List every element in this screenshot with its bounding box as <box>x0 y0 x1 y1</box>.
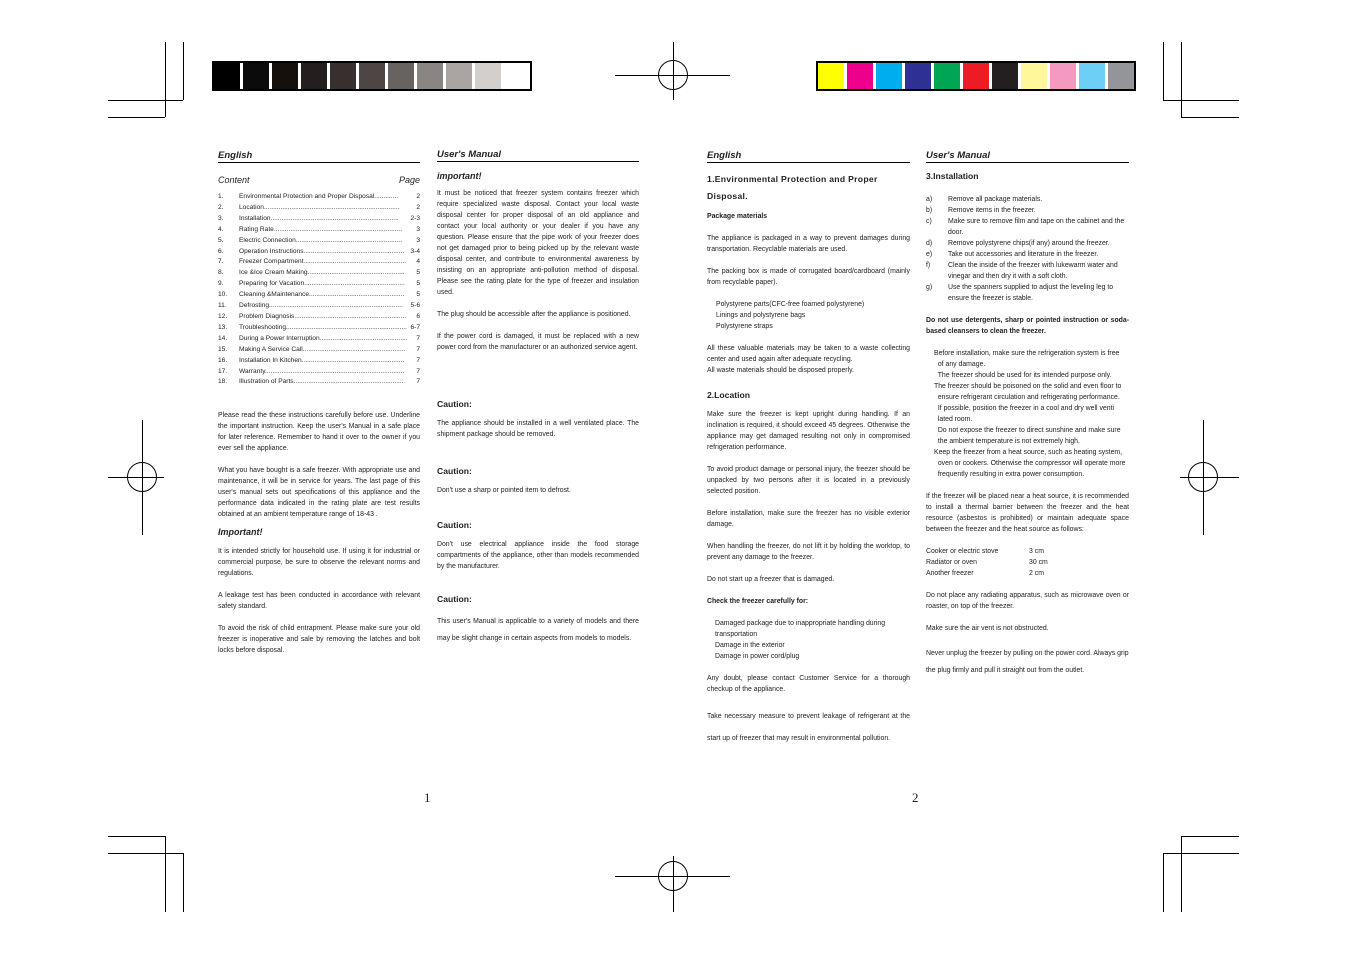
toc-number: 15. <box>218 345 228 353</box>
distance-row <box>926 568 1129 579</box>
toc-title: Defrosting......................................................................... <box>239 302 403 310</box>
page-number: 1 <box>424 790 431 805</box>
note-line: frequently resulting in extra power consumption. <box>934 471 1085 478</box>
toc-title: Rating Rate...................................................................... <box>239 225 403 233</box>
step-text: Use the spanners supplied to adjust the leveling leg to ensure the freezer is stable. <box>948 284 1114 302</box>
toc-entry <box>218 247 420 258</box>
caution-heading: Caution: <box>437 466 472 476</box>
caution-heading: Caution: <box>437 520 472 530</box>
crop-mark <box>108 853 183 854</box>
list-item: Polystyrene parts(CFC-free foamed polystyrene) <box>716 301 865 308</box>
toc-number: 10. <box>218 291 228 299</box>
distance-value: 3 cm <box>1029 548 1044 555</box>
location-paragraph: Take necessary measure to prevent leakage of refrigerant at the start up of freezer that may result in environmental pollution. <box>707 713 910 742</box>
toc-title: During a Power Interruption................................................ <box>239 334 408 342</box>
crop-mark <box>1181 42 1182 117</box>
list-item: Damage in the exterior <box>715 642 785 649</box>
step-item <box>926 260 1129 282</box>
toc-entry <box>218 323 420 334</box>
color-swatch <box>992 63 1021 89</box>
note-line: lated room. <box>934 416 973 423</box>
step-letter: d) <box>926 240 933 247</box>
toc-title: Location.......................................................................... <box>239 203 400 211</box>
package-paragraph: All these valuable materials may be taken to a waste collecting center and used again after adequate recycling. <box>707 345 910 363</box>
crop-mark <box>108 117 165 118</box>
color-swatch-bar <box>816 61 1136 91</box>
toc-page: 5 <box>416 280 420 288</box>
subsection-heading: Package materials <box>707 213 768 220</box>
toc-number: 7. <box>218 258 224 266</box>
section-heading: 2.Location <box>707 390 750 400</box>
package-list <box>707 299 910 332</box>
toc-page: 5 <box>416 291 420 299</box>
location-paragraph: Make sure the freezer is kept upright during handling. If an inclination is required, it should exceed 45 degrees. Otherwise the appliance may get damaged resulting not only in compromised refrigeration performance. <box>707 411 910 451</box>
color-swatch <box>417 63 446 89</box>
toc-page: 3 <box>416 236 420 244</box>
subsection-heading: Check the freezer carefully for: <box>707 598 809 605</box>
toc-entry <box>218 356 420 367</box>
step-text: Take out accessories and literature in the freezer. <box>948 251 1099 258</box>
toc-entry <box>218 334 420 345</box>
section-heading: 3.Installation <box>926 171 979 181</box>
toc-title: Installation In Kitchen........................................................ <box>239 356 405 364</box>
location-paragraph: To avoid product damage or personal injury, the freezer should be unpacked by two persons after it is located in a previously selected position. <box>707 466 910 495</box>
toc-entry <box>218 367 420 378</box>
important-paragraph: A leakage test has been conducted in accordance with relevant safety standard. <box>218 592 420 611</box>
note-line: The freezer should be used for its intended purpose only. <box>934 372 1112 379</box>
toc-entry <box>218 257 420 268</box>
step-text: Remove items in the freezer. <box>948 207 1036 214</box>
page-header: User's Manual <box>437 149 639 162</box>
toc-title: Operation Instructions....................................................... <box>239 247 405 255</box>
toc-number: 8. <box>218 269 224 277</box>
toc-number: 12. <box>218 312 228 320</box>
intro-paragraph: What you have bought is a safe freezer. With appropriate use and maintenance, it will be in service for years. The last page of this user's manual sets out specifications of this appliance and the performance data indicated in the rating plate are test results obtained at an ambient temperature range of 18-43 . <box>218 467 420 519</box>
toc-number: 1. <box>218 193 224 200</box>
step-item <box>926 249 1129 260</box>
heat-paragraph: Do not place any radiating apparatus, such as microwave oven or roaster, on top of the freezer. <box>926 592 1129 610</box>
toc-number: 5. <box>218 236 224 244</box>
color-swatch <box>905 63 934 89</box>
note-line: If possible, position the freezer in a cool and dry well venti <box>934 405 1115 412</box>
table-of-contents <box>218 192 420 388</box>
toc-title: Warranty............................................................................ <box>239 367 405 375</box>
step-item <box>926 216 1129 238</box>
color-swatch <box>214 63 243 89</box>
crop-mark <box>1163 853 1164 912</box>
step-letter: g) <box>926 284 933 291</box>
step-item <box>926 205 1129 216</box>
distance-row <box>926 557 1129 568</box>
toc-heading: Content Page <box>218 175 420 185</box>
note-line: ensure refrigerant circulation and refrigerating performance. <box>934 394 1120 401</box>
step-letter: a) <box>926 196 933 203</box>
location-paragraph: Before installation, make sure the freezer has no visible exterior damage. <box>707 510 910 528</box>
caution-heading: Caution: <box>437 594 472 604</box>
toc-number: 3. <box>218 214 224 222</box>
page1-right-column <box>437 149 639 647</box>
toc-page: 7 <box>416 378 420 386</box>
toc-page: 7 <box>416 356 420 364</box>
toc-entry <box>218 225 420 236</box>
toc-page: 7 <box>416 334 420 342</box>
toc-title: Illustration of Parts............................................................ <box>239 378 404 386</box>
step-item <box>926 238 1129 249</box>
toc-title: Troubleshooting.................................................................. <box>239 323 407 331</box>
color-swatch <box>272 63 301 89</box>
note-line: The freezer should be poisoned on the solid and even floor to <box>934 383 1122 390</box>
toc-entry <box>218 236 420 247</box>
color-swatch <box>876 63 905 89</box>
toc-entry <box>218 192 420 203</box>
toc-title: Freezer Compartment........................................................ <box>239 258 407 266</box>
important-paragraph: It is intended strictly for household use. If using it for industrial or commercial purpose, be sure to observe the relevant norms and regulations. <box>218 548 420 578</box>
page2-left-column <box>707 150 910 750</box>
toc-entry <box>218 301 420 312</box>
toc-title: Environmental Protection and Proper Disposal............. <box>239 193 399 200</box>
crop-mark <box>108 100 183 101</box>
toc-number: 6. <box>218 247 224 255</box>
color-swatch <box>388 63 417 89</box>
package-paragraph: The appliance is packaged in a way to prevent damages during transportation. Recyclable materials are used. <box>707 235 910 253</box>
toc-number: 16. <box>218 356 228 364</box>
toc-title: Making A Service Call........................................................ <box>239 345 406 353</box>
distance-label: Cooker or electric stove <box>926 548 999 555</box>
note-line: Before installation, make sure the refrigeration system is free <box>934 350 1120 357</box>
toc-page: 6 <box>416 312 420 320</box>
toc-number: 14. <box>218 334 228 342</box>
toc-page: 3-4 <box>410 247 420 255</box>
crop-mark <box>183 853 184 912</box>
crop-mark <box>108 836 165 837</box>
toc-number: 4. <box>218 225 224 233</box>
note-line: oven or cookers. Otherwise the compressor will operate more <box>934 460 1126 467</box>
heat-paragraph: If the freezer will be placed near a heat source, it is recommended to install a thermal barrier between the freezer and the heat resource (asbestos is prohibited) or maintain adequate space between the freezer and the heat source as follows: <box>926 493 1129 533</box>
disposal-paragraph: It must be noticed that freezer system contains freezer which require specialized waste disposal. Contact your local waste disposal center for proper disposal of an old appliance and contact your local authority or your dealer if you have any question. Please ensure that the pipe work of your freezer does not get damaged prior to being picked up by the relevant waste disposal center, and contribute to environmental awareness by insisting on an appropriate anti-pollution method of disposal. Please see the rating plate for the type of freezer and insulation used. <box>437 190 639 296</box>
list-item: Linings and polystyrene bags <box>716 312 806 319</box>
section-heading: 1.Environmental Protection and Proper Disposal. <box>707 174 878 201</box>
toc-entry <box>218 345 420 356</box>
color-swatch <box>963 63 992 89</box>
toc-title: Ice &Ice Cream Making..................................................... <box>239 269 405 277</box>
toc-number: 18. <box>218 378 228 386</box>
toc-page: 7 <box>416 367 420 375</box>
caution-text: This user's Manual is applicable to a variety of models and there may be slight change in certain aspects from models to models. <box>437 618 639 642</box>
toc-page: 2 <box>416 193 420 200</box>
toc-entry <box>218 214 420 225</box>
step-text: Remove all package materials. <box>948 196 1043 203</box>
gray-swatch-bar <box>212 61 532 91</box>
color-swatch <box>504 63 530 89</box>
toc-page: 5-6 <box>410 302 420 310</box>
toc-entry <box>218 279 420 290</box>
distance-value: 2 cm <box>1029 570 1044 577</box>
package-paragraph: All waste materials should be disposed properly. <box>707 367 854 374</box>
caution-text: Don't use electrical appliance inside the food storage compartments of the appliance, other than models recommended by the manufacturer. <box>437 541 639 570</box>
caution-text: The appliance should be installed in a well ventilated place. The shipment package should be removed. <box>437 420 639 438</box>
crop-mark <box>1163 42 1164 100</box>
heat-paragraph: Never unplug the freezer by pulling on the power cord. Always grip the plug firmly and pull it straight out from the outlet. <box>926 650 1129 674</box>
color-swatch <box>243 63 272 89</box>
distance-row <box>926 546 1129 557</box>
note-line: Do not expose the freezer to direct sunshine and make sure <box>934 427 1121 434</box>
toc-number: 2. <box>218 203 224 211</box>
color-swatch <box>446 63 475 89</box>
toc-title: Cleaning &Maintenance.................................................... <box>239 291 405 299</box>
important-paragraph: To avoid the risk of child entrapment. Please make sure your old freezer is inoperative and sale by removing the latches and bolt locks before disposal. <box>218 625 420 655</box>
color-swatch <box>934 63 963 89</box>
crop-mark <box>1163 853 1239 854</box>
page-header: English <box>707 150 910 163</box>
step-letter: c) <box>926 218 932 225</box>
toc-page: 4 <box>416 258 420 266</box>
color-swatch <box>1021 63 1050 89</box>
toc-title: Problem Diagnosis............................................................. <box>239 312 407 320</box>
important-heading: important! <box>437 171 482 181</box>
toc-page: 5 <box>416 269 420 277</box>
step-text: Clean the inside of the freezer with lukewarm water and vinegar and then dry it with a soft cloth. <box>948 262 1118 280</box>
check-list <box>707 618 910 662</box>
color-swatch <box>818 63 847 89</box>
page-header: User's Manual <box>926 150 1129 163</box>
list-item: Polystyrene straps <box>716 323 773 330</box>
step-letter: b) <box>926 207 933 214</box>
caution-heading: Caution: <box>437 399 472 409</box>
crop-mark <box>1163 100 1239 101</box>
toc-title: Preparing for Vacation....................................................... <box>239 280 405 288</box>
toc-entry <box>218 290 420 301</box>
list-item: Damaged package due to inappropriate handling during transportation <box>715 620 886 638</box>
caution-text: Don't use a sharp or pointed item to defrost. <box>437 487 571 494</box>
toc-number: 13. <box>218 323 228 331</box>
note-line: Keep the freezer from a heat source, such as heating system, <box>934 449 1123 456</box>
step-letter: f) <box>926 262 931 269</box>
installation-notes <box>926 348 1129 480</box>
page1-left-column <box>218 150 420 656</box>
list-item: Damage in power cord/plug <box>715 653 800 660</box>
color-swatch <box>1079 63 1108 89</box>
color-swatch <box>847 63 876 89</box>
toc-title: Installation...................................................................... <box>239 214 399 222</box>
distance-value: 30 cm <box>1029 559 1048 566</box>
note-line: the ambient temperature is not extremely high. <box>934 438 1080 445</box>
important-heading: Important! <box>218 527 263 538</box>
crop-mark <box>1181 836 1182 912</box>
crop-mark <box>183 42 184 100</box>
color-swatch <box>1108 63 1134 89</box>
toc-title: Electric Connection.......................................................... <box>239 236 403 244</box>
color-swatch <box>330 63 359 89</box>
step-letter: e) <box>926 251 933 258</box>
location-paragraph: Any doubt, please contact Customer Service for a thorough checkup of the appliance. <box>707 675 910 693</box>
location-paragraph: Do not start up a freezer that is damaged. <box>707 576 835 583</box>
location-paragraph: When handling the freezer, do not lift it by holding the worktop, to prevent any damage to the freezer. <box>707 543 910 561</box>
toc-page: 3 <box>416 225 420 233</box>
toc-page: 6-7 <box>410 323 420 331</box>
power-cord-paragraph: If the power cord is damaged, it must be replaced with a new power cord from the manufacturer or an authorized service agent. <box>437 333 639 351</box>
toc-page: 7 <box>416 345 420 353</box>
note-line: of any damage. <box>934 361 986 368</box>
intro-paragraph: Please read the these instructions carefully before use. Underline the important instruction. Keep the user's Manual in a safe place for later reference. Remember to hand it over to the owner if you ever sell the appliance. <box>218 412 420 453</box>
toc-number: 9. <box>218 280 224 288</box>
step-item <box>926 282 1129 304</box>
toc-entry <box>218 268 420 279</box>
page-header: English <box>218 150 420 163</box>
distance-table <box>926 546 1129 579</box>
step-text: Make sure to remove film and tape on the cabinet and the door. <box>948 218 1125 236</box>
toc-number: 17. <box>218 367 228 375</box>
plug-paragraph: The plug should be accessible after the appliance is positioned. <box>437 311 631 318</box>
distance-label: Radiator or oven <box>926 559 977 566</box>
step-text: Remove polystyrene chips(if any) around the freezer. <box>948 240 1110 247</box>
toc-entry <box>218 377 420 388</box>
step-item <box>926 194 1129 205</box>
crop-mark <box>165 42 166 117</box>
toc-number: 11. <box>218 302 227 310</box>
crop-mark <box>1181 117 1239 118</box>
color-swatch <box>359 63 388 89</box>
installation-steps <box>926 194 1129 304</box>
warning-text: Do not use detergents, sharp or pointed instruction or soda-based cleansers to clean the freezer. <box>926 317 1129 335</box>
heat-paragraph: Make sure the air vent is not obstructed. <box>926 625 1049 632</box>
color-swatch <box>475 63 504 89</box>
page2-right-column <box>926 150 1129 679</box>
page-number: 2 <box>912 790 919 805</box>
toc-page: 2-3 <box>410 214 420 222</box>
distance-label: Another freezer <box>926 570 974 577</box>
package-paragraph: The packing box is made of corrugated board/cardboard (mainly from recyclable paper). <box>707 268 910 286</box>
toc-entry <box>218 203 420 214</box>
crop-mark <box>165 836 166 912</box>
color-swatch <box>1050 63 1079 89</box>
toc-page: 2 <box>416 203 420 211</box>
color-swatch <box>301 63 330 89</box>
toc-entry <box>218 312 420 323</box>
crop-mark <box>1181 836 1239 837</box>
